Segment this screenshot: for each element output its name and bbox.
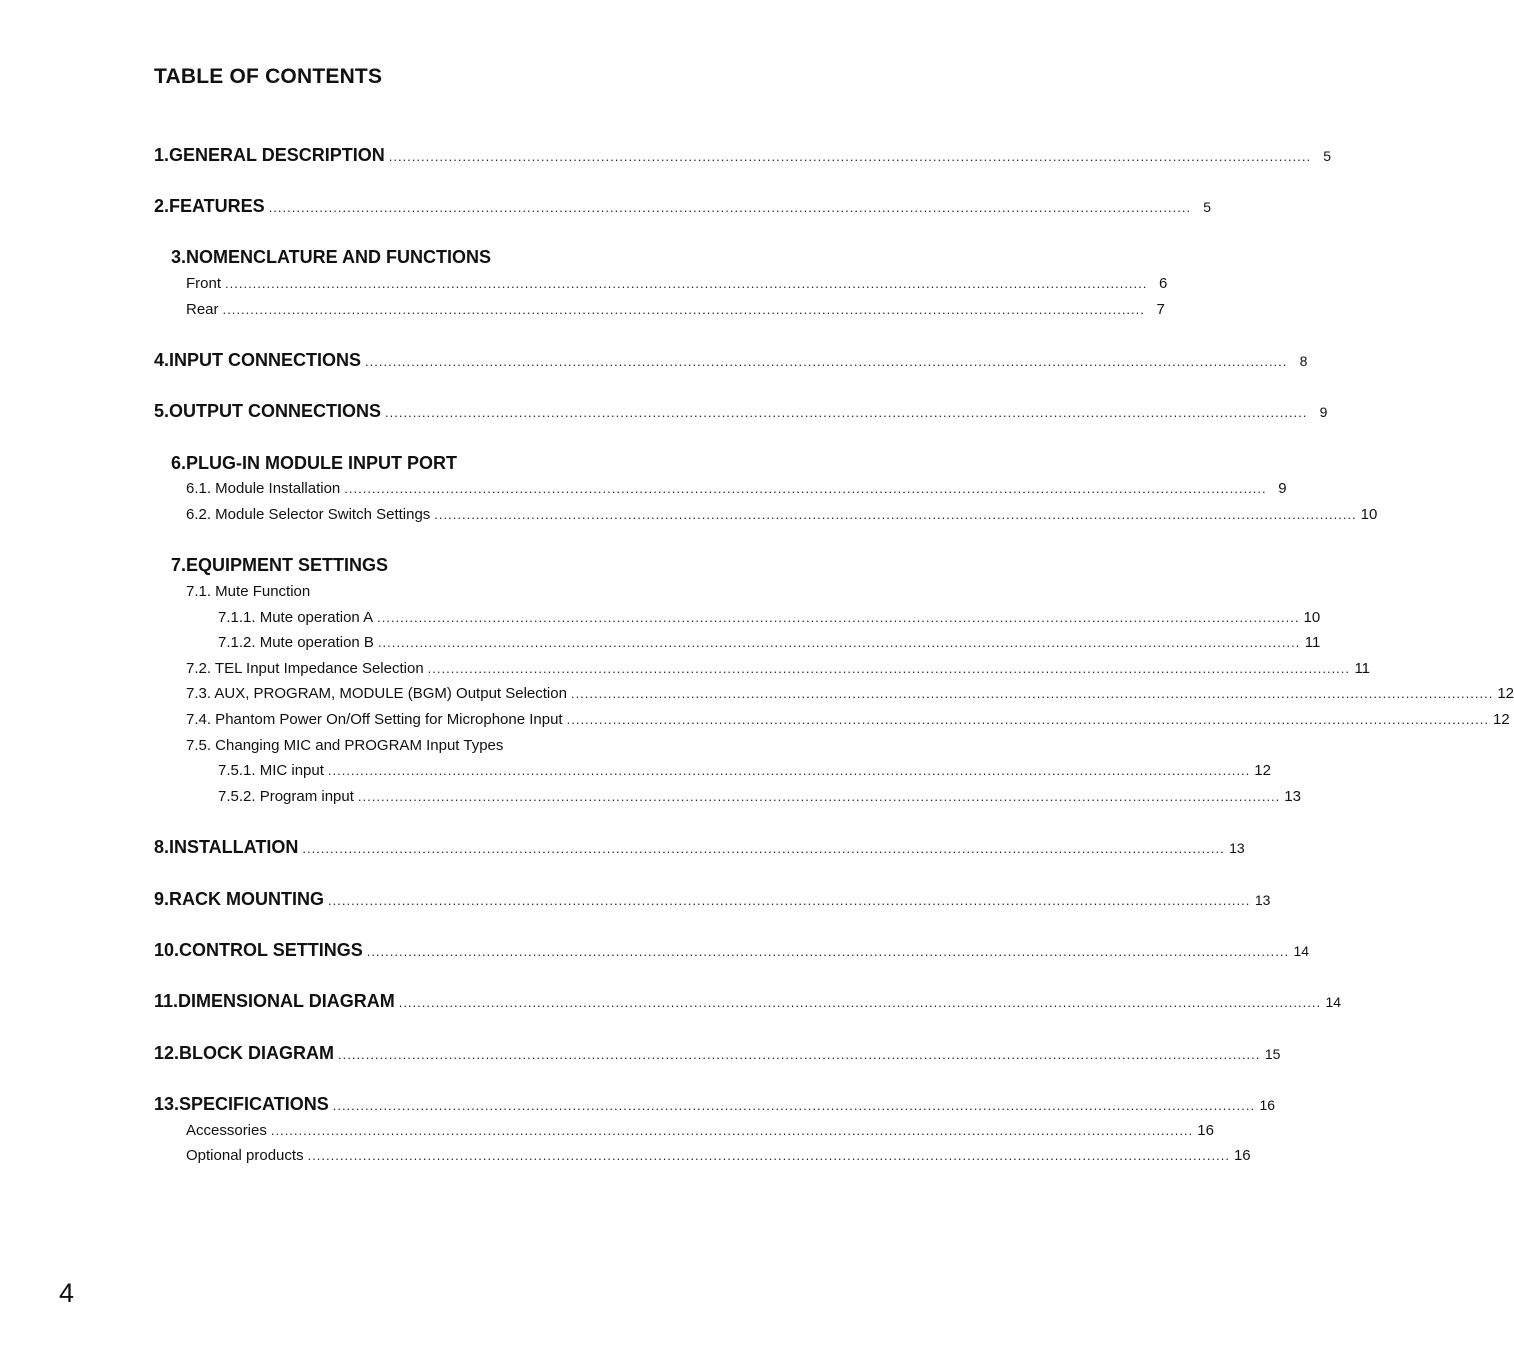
toc-entry-page: 13 [1254,892,1271,908]
toc-entry-label: 7.5.2. Program input [218,788,354,805]
toc-entry[interactable] [154,553,786,577]
toc-entry-label: 7.4. Phantom Power On/Off Setting for Microphone Input [186,711,563,728]
toc-entry-label: 7.5. Changing MIC and PROGRAM Input Types [186,737,504,754]
toc-entry[interactable] [154,887,1271,913]
toc-entry-label: FEATURES [169,196,265,216]
toc-entry[interactable] [186,479,1287,499]
toc-entry[interactable] [186,659,1371,679]
toc-entry-label: 7.3. AUX, PROGRAM, MODULE (BGM) Output Selection [186,685,567,702]
toc-entry-page: 7 [1156,301,1165,318]
toc-entry[interactable] [154,989,1342,1015]
toc-entry-number: 12. [154,1043,180,1063]
toc-dot-leader: ........................................................................................................................................................................................................ [222,302,1145,317]
toc-entry-page: 12 [1492,711,1510,728]
toc-dot-leader: ........................................................................................................................................................................................................ [377,610,1300,625]
toc-entry-label: 7.1.1. Mute operation A [218,609,374,626]
toc-dot-leader: ........................................................................................................................................................................................................ [570,686,1494,701]
toc-entry[interactable] [154,143,1332,169]
toc-entry-label: Front [186,275,222,292]
toc-entry[interactable] [154,451,786,475]
toc-entry-page: 15 [1264,1046,1281,1062]
toc-dot-leader: ........................................................................................................................................................................................................ [307,1148,1230,1163]
toc-dot-leader: ........................................................................................................................................................................................................ [268,200,1192,215]
toc-entry[interactable] [154,1041,1281,1067]
toc-entry-number: 3. [170,247,186,267]
toc-entry-label: 7.2. TEL Input Impedance Selection [186,660,424,677]
toc-entry-page: 11 [1304,634,1321,651]
toc-dot-leader: ........................................................................................................................................................................................................ [566,712,1489,727]
toc-entry[interactable] [154,194,1212,220]
toc-entry-page: 8 [1299,353,1308,369]
toc-entry[interactable] [186,1146,1251,1166]
toc-entry-page: 14 [1325,994,1342,1010]
toc-entry[interactable] [154,938,1310,964]
toc-entry-label: OUTPUT CONNECTIONS [169,401,382,421]
toc-entry[interactable] [186,736,786,756]
toc-entry-number: 6. [170,453,186,473]
toc-entry-label: 6.2. Module Selector Switch Settings [186,506,431,523]
toc-entry-label: 7.5.1. MIC input [218,762,324,779]
toc-dot-leader: ........................................................................................................................................................................................................ [398,995,1322,1010]
toc-entry-number: 8. [154,837,170,857]
toc-entry[interactable] [186,1121,1214,1141]
toc-entry-label: Optional products [186,1147,304,1164]
toc-entry[interactable] [186,274,1168,294]
toc-entry-label: GENERAL DESCRIPTION [169,145,385,165]
toc-entry-page: 16 [1233,1147,1251,1164]
toc-dot-leader: ........................................................................................................................................................................................................ [385,405,1308,420]
toc-entry[interactable] [186,710,1510,730]
toc-entry-page: 9 [1319,404,1328,420]
page-title: TABLE OF CONTENTS [154,65,383,88]
toc-dot-leader: ........................................................................................................................................................................................................ [328,893,1251,908]
toc-entry[interactable] [218,608,1321,628]
toc-entry-label: SPECIFICATIONS [179,1094,329,1114]
toc-dot-leader: ........................................................................................................................................................................................................ [357,789,1281,804]
toc-entry[interactable] [186,505,1378,525]
toc-entry-number: 1. [154,145,170,165]
toc-entry[interactable] [154,835,1245,861]
page-number: 4 [59,1278,75,1308]
toc-entry-number: 5. [154,401,170,421]
toc-dot-leader: ........................................................................................................................................................................................................ [365,354,1288,369]
toc-entry-label: NOMENCLATURE AND FUNCTIONS [186,247,491,267]
toc-entry-label: Accessories [186,1122,267,1139]
toc-entry-label: 6.1. Module Installation [186,480,341,497]
toc-entry-label: Rear [186,301,219,318]
toc-dot-leader: ........................................................................................................................................................................................................ [377,635,1301,650]
toc-entry-label: RACK MOUNTING [169,889,325,909]
toc-dot-leader: ........................................................................................................................................................................................................ [427,661,1351,676]
toc-entry-label: CONTROL SETTINGS [179,940,363,960]
toc-entry[interactable] [218,787,1301,807]
toc-entry-page: 10 [1303,609,1321,626]
toc-entry-page: 12 [1254,762,1271,779]
toc-entry-number: 7. [170,555,186,575]
toc-entry[interactable] [186,582,786,602]
toc-dot-leader: ........................................................................................................................................................................................................ [366,944,1290,959]
toc-entry-number: 4. [154,350,170,370]
toc-dot-leader: ........................................................................................................................................................................................................ [225,276,1148,291]
toc-entry-page: 10 [1360,506,1378,523]
toc-entry-number: 10. [154,940,180,960]
toc-entry[interactable] [218,761,1271,781]
toc-dot-leader: ........................................................................................................................................................................................................ [434,507,1357,522]
toc-entry-label: INPUT CONNECTIONS [169,350,362,370]
toc-entry-label: 7.1. Mute Function [186,583,311,600]
toc-entry[interactable] [154,245,786,269]
toc-entry-label: BLOCK DIAGRAM [179,1043,335,1063]
toc-entry-page: 12 [1497,685,1514,702]
toc-entry-number: 9. [154,889,170,909]
toc-entry-number: 13. [154,1094,180,1114]
toc-dot-leader: ........................................................................................................................................................................................................ [344,481,1267,496]
toc-entry-page: 9 [1278,480,1287,497]
toc-entry-label: EQUIPMENT SETTINGS [186,555,389,575]
toc-entry-page: 5 [1203,199,1212,215]
toc-entry-page: 16 [1197,1122,1214,1139]
toc-dot-leader: ........................................................................................................................................................................................................ [332,1098,1256,1113]
toc-entry-number: 2. [154,196,170,216]
toc-entry[interactable] [154,1092,1276,1118]
toc-entry[interactable] [154,399,1328,425]
toc-dot-leader: ........................................................................................................................................................................................................ [388,149,1312,164]
toc-entry-page: 11 [1354,660,1371,677]
toc-entry[interactable] [218,633,1321,653]
toc-entry-page: 6 [1159,275,1168,292]
toc-dot-leader: ........................................................................................................................................................................................................ [270,1123,1194,1138]
toc-dot-leader: ........................................................................................................................................................................................................ [338,1047,1261,1062]
toc-entry-label: PLUG-IN MODULE INPUT PORT [186,453,457,473]
toc-entry-page: 13 [1229,840,1245,856]
toc-entry-label: INSTALLATION [169,837,299,857]
toc-entry-label: DIMENSIONAL DIAGRAM [178,991,395,1011]
toc-entry-page: 13 [1284,788,1301,805]
toc-dot-leader: ........................................................................................................................................................................................................ [327,763,1251,778]
toc-entry-page: 16 [1259,1097,1276,1113]
toc-entry-page: 5 [1323,148,1332,164]
toc-dot-leader: ........................................................................................................................................................................................................ [302,841,1225,856]
toc-entry-label: 7.1.2. Mute operation B [218,634,374,651]
toc-entry[interactable] [186,684,1514,704]
toc-entry-number: 11. [154,991,179,1011]
toc-entry-page: 14 [1293,943,1310,959]
toc-entry[interactable] [154,348,1308,374]
toc-entry[interactable] [186,300,1165,320]
